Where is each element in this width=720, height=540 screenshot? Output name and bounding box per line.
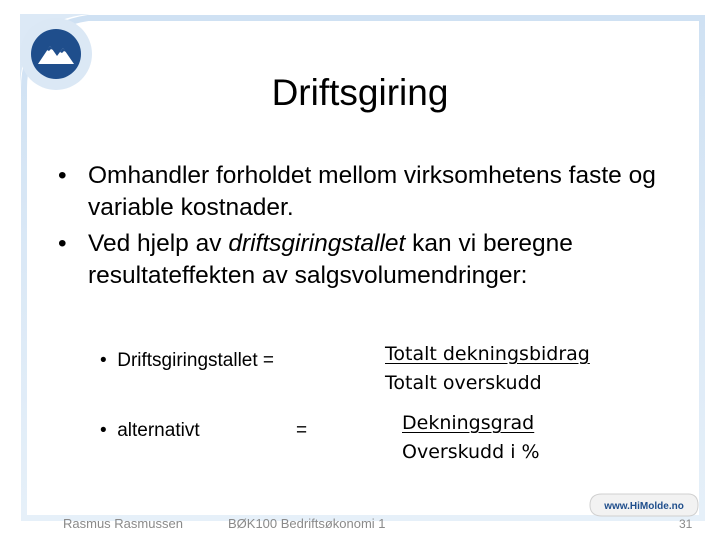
sub-bullet-marker: • <box>100 350 107 371</box>
bullet-text-emphasis: driftsgiringstallet <box>228 230 406 257</box>
page-number: 31 <box>679 517 693 531</box>
fraction-numerator: Totalt dekningsbidrag <box>385 343 590 365</box>
bullet-marker: • <box>58 230 67 257</box>
formula-label: Driftsgiringstallet = <box>117 350 275 371</box>
fraction-numerator: Dekningsgrad <box>402 412 535 434</box>
footer-author: Rasmus Rasmussen <box>63 516 183 531</box>
formula-label: alternativt <box>117 420 200 441</box>
website-text: www.HiMolde.no <box>604 501 684 512</box>
bullet-list <box>58 160 678 296</box>
bullet-item <box>58 160 678 224</box>
bullet-text-pre: Ved hjelp av <box>88 230 229 257</box>
formula-label-2 <box>100 420 200 442</box>
bullet-text: Omhandler forholdet mellom virksomhetens faste og variable kostnader. <box>88 162 656 221</box>
formula-equals: = <box>296 420 308 441</box>
bullet-text-post: kan vi beregne resultateffekten av salgsvolumendringer: <box>88 230 573 289</box>
bullet-marker: • <box>58 162 67 189</box>
slide-title: Driftsgiring <box>271 72 449 113</box>
formula-label-1 <box>100 350 274 372</box>
footer-course: BØK100 Bedriftsøkonomi 1 <box>228 516 386 531</box>
fraction-denominator: Overskudd i % <box>402 441 540 463</box>
website-badge[interactable] <box>588 492 700 518</box>
fraction-denominator: Totalt overskudd <box>385 372 542 394</box>
formula-fraction-1 <box>385 340 590 398</box>
sub-bullet-marker: • <box>100 420 107 441</box>
formula-fraction-2 <box>402 409 540 467</box>
bullet-item <box>58 228 678 292</box>
